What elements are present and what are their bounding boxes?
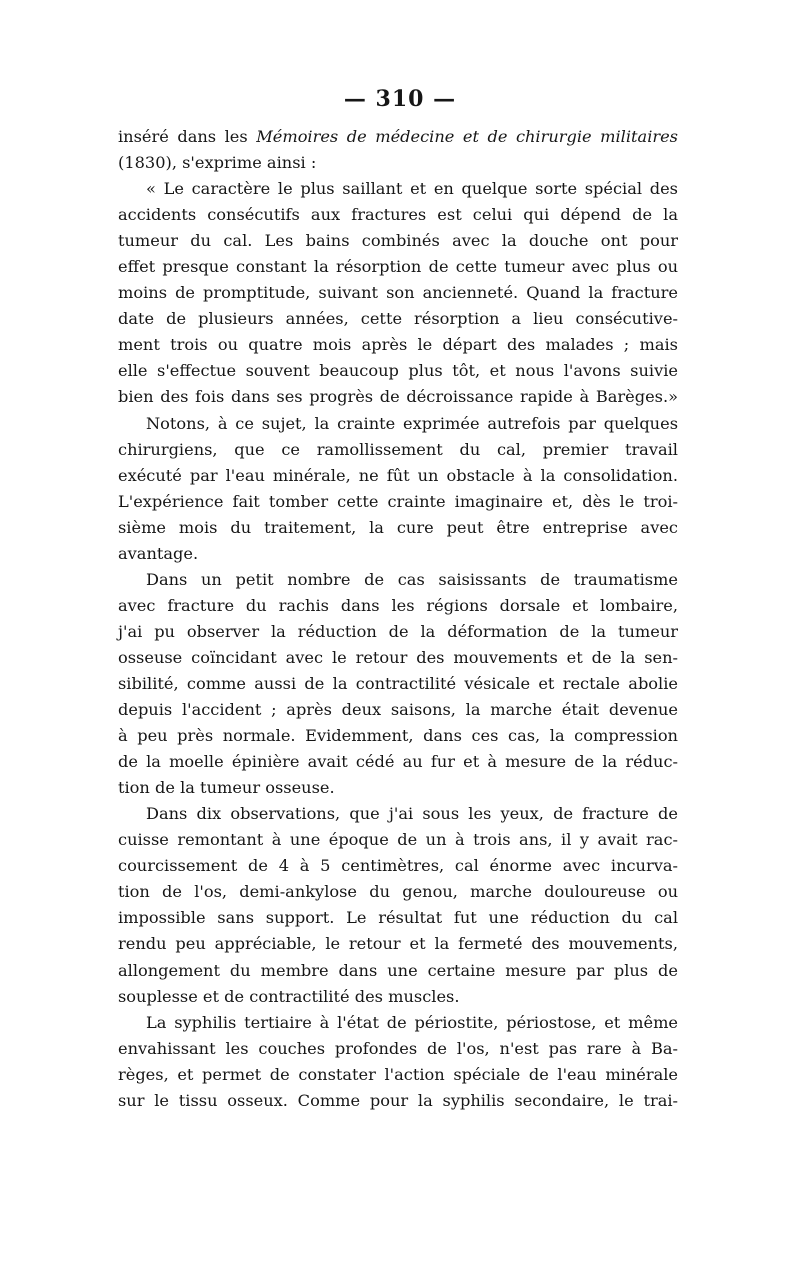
text-line: accidents consécutifs aux fractures est celui qui dépend de la — [118, 205, 678, 225]
text-line: à peu près normale. Evidemment, dans ces cas, la compression — [118, 726, 678, 746]
text-line — [118, 124, 678, 150]
text-line: avantage. — [118, 543, 199, 563]
text-line: effet presque constant la résorption de cette tumeur avec plus ou — [118, 257, 678, 277]
text-line: ment trois ou quatre mois après le départ des malades ; mais — [118, 335, 678, 355]
text-line: règes, et permet de constater l'action spéciale de l'eau minérale — [118, 1064, 678, 1084]
text-line: souplesse et de contractilité des muscles. — [118, 986, 460, 1006]
text-line: tion de l'os, demi-ankylose du genou, marche douloureuse ou — [118, 882, 678, 902]
text-line: sur le tissu osseux. Comme pour la syphilis secondaire, le trai- — [118, 1090, 678, 1110]
text-line: exécuté par l'eau minérale, ne fût un obstacle à la consolidation. — [118, 465, 678, 485]
text-line: de la moelle épinière avait cédé au fur et à mesure de la réduc- — [118, 752, 678, 772]
page-number: — 310 — — [343, 86, 457, 112]
text-line: rendu peu appréciable, le retour et la fermeté des mouvements, — [118, 934, 678, 954]
text-line: courcissement de 4 à 5 centimètres, cal énorme avec incurva- — [118, 856, 678, 876]
text-line: La syphilis tertiaire à l'état de périostite, périostose, et même — [146, 1012, 678, 1032]
text-line: (1830), s'exprime ainsi : — [118, 153, 317, 173]
text-line: cuisse remontant à une époque de un à trois ans, il y avait rac- — [118, 830, 678, 850]
text-line: « Le caractère le plus saillant et en quelque sorte spécial des — [146, 179, 678, 199]
text-line: chirurgiens, que ce ramollissement du cal, premier travail — [118, 439, 678, 459]
text-line: envahissant les couches profondes de l'os, n'est pas rare à Ba- — [118, 1038, 678, 1058]
text-line: allongement du membre dans une certaine mesure par plus de — [118, 960, 678, 980]
text-line: elle s'effectue souvent beaucoup plus tôt, et nous l'avons suivie — [118, 361, 678, 381]
text-line: Notons, à ce sujet, la crainte exprimée autrefois par quelques — [146, 413, 678, 433]
text-line: bien des fois dans ses progrès de décroissance rapide à Barèges.» — [118, 387, 678, 407]
text-line: tion de la tumeur osseuse. — [118, 778, 335, 798]
text-line: Dans un petit nombre de cas saisissants de traumatisme — [146, 569, 678, 589]
text-line: L'expérience fait tomber cette crainte imaginaire et, dès le troi- — [118, 491, 678, 511]
text-line: sième mois du traitement, la cure peut être entreprise avec — [118, 517, 678, 537]
text-line: moins de promptitude, suivant son ancienneté. Quand la fracture — [118, 283, 678, 303]
text-line: sibilité, comme aussi de la contractilité vésicale et rectale abolie — [118, 673, 678, 693]
text-line: depuis l'accident ; après deux saisons, la marche était devenue — [118, 700, 678, 720]
body-text — [118, 124, 678, 1114]
text-line: j'ai pu observer la réduction de la déformation de la tumeur — [118, 621, 678, 641]
text-line: Dans dix observations, que j'ai sous les yeux, de fracture de — [146, 804, 678, 824]
text-line: impossible sans support. Le résultat fut une réduction du cal — [118, 908, 678, 928]
journal-title: Mémoires de médecine et de chirurgie militaires — [256, 127, 678, 146]
text-line: date de plusieurs années, cette résorption a lieu consécutive- — [118, 309, 678, 329]
text-run: inséré dans les — [118, 127, 257, 146]
text-line: avec fracture du rachis dans les régions dorsale et lombaire, — [118, 595, 678, 615]
text-line: tumeur du cal. Les bains combinés avec la douche ont pour — [118, 231, 678, 251]
text-line: osseuse coïncidant avec le retour des mouvements et de la sen- — [118, 647, 678, 667]
